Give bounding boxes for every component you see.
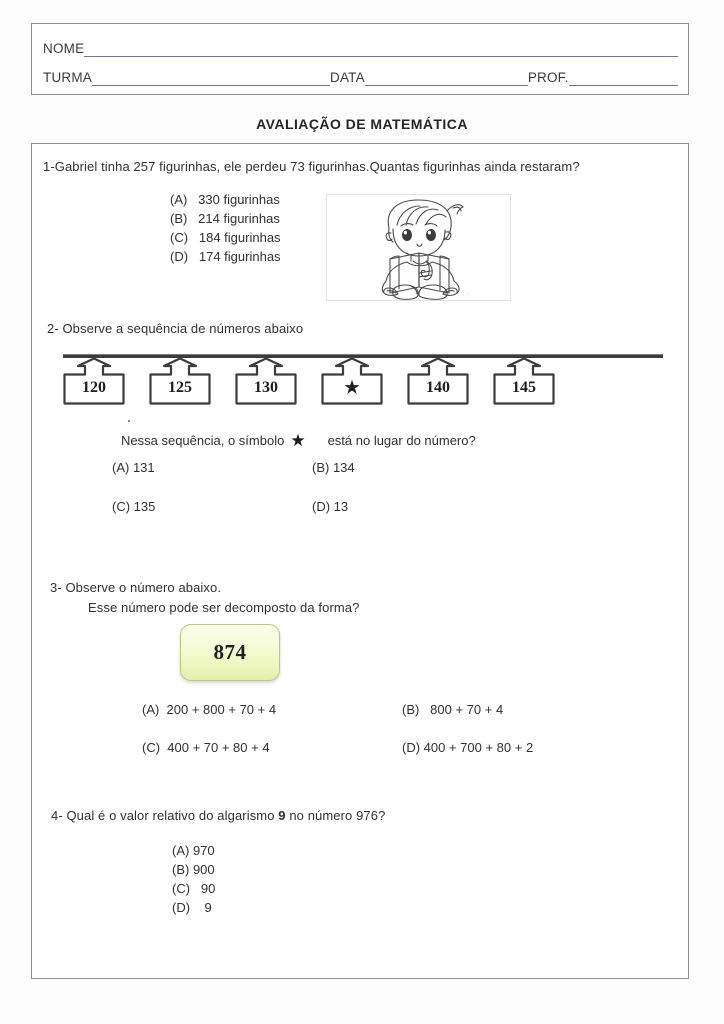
question-1 <box>32 144 688 314</box>
question-1-option-d[interactable]: (D) 174 figurinhas <box>170 249 281 264</box>
stray-ink-dot <box>128 420 130 422</box>
illustration-signature: ~ <box>467 291 470 296</box>
sequence-value-3: 130 <box>254 379 278 396</box>
star-icon: ★ <box>290 431 306 450</box>
sequence-value-6: 145 <box>512 379 536 396</box>
question-2-sub-stem-after: está no lugar do número? <box>327 433 476 448</box>
turma-label: TURMA <box>43 70 92 85</box>
question-2-option-d[interactable]: (D) 13 <box>312 499 349 514</box>
prof-label: PROF. <box>527 70 569 85</box>
sequence-item-3 <box>235 357 297 405</box>
question-3-option-b[interactable]: (B) 800 + 70 + 4 <box>402 702 504 717</box>
question-3-option-d[interactable]: (D) 400 + 700 + 80 + 2 <box>402 740 534 755</box>
boy-reading-book-illustration <box>326 194 511 301</box>
question-4-option-b[interactable]: (B) 900 <box>172 862 215 877</box>
question-4-option-d[interactable]: (D) 9 <box>172 900 212 915</box>
question-4-option-a[interactable]: (A) 970 <box>172 843 215 858</box>
question-2-option-b[interactable]: (B) 134 <box>312 460 355 475</box>
question-3-options-row-2 <box>142 740 662 778</box>
number-card-value: 874 <box>213 640 247 664</box>
question-4-stem-prefix: 4- Qual é o valor relativo do algarismo <box>51 808 279 823</box>
question-1-stem: 1-Gabriel tinha 257 figurinhas, ele perdeu 73 figurinhas.Quantas figurinhas ainda restaram? <box>43 159 580 174</box>
prof-write-line[interactable] <box>569 71 678 86</box>
question-4-stem <box>51 807 385 824</box>
question-2-option-a[interactable]: (A) 131 <box>112 460 155 475</box>
question-1-options <box>170 190 281 266</box>
question-1-option-a[interactable]: (A) 330 figurinhas <box>170 192 280 207</box>
question-3-stem-line-2: Esse número pode ser decomposto da forma? <box>88 600 360 615</box>
question-4-stem-suffix: no número 976? <box>285 808 386 823</box>
sequence-item-6 <box>493 357 555 405</box>
sequence-item-5 <box>407 357 469 405</box>
sequence-value-1: 120 <box>82 379 106 396</box>
nome-row <box>43 35 678 57</box>
question-2-sub-stem-before: Nessa sequência, o símbolo <box>121 433 285 448</box>
question-1-option-b[interactable]: (B) 214 figurinhas <box>170 211 280 226</box>
sequence-item-2 <box>149 357 211 405</box>
question-2-stem: 2- Observe a sequência de números abaixo <box>47 321 304 336</box>
question-3-option-a[interactable]: (A) 200 + 800 + 70 + 4 <box>142 702 277 717</box>
question-4-options <box>172 841 215 917</box>
number-card <box>180 624 280 681</box>
sequence-value-2: 125 <box>168 379 192 396</box>
question-3-option-c[interactable]: (C) 400 + 70 + 80 + 4 <box>142 740 270 755</box>
question-2-options-row-1 <box>112 460 532 499</box>
questions-container <box>31 143 689 979</box>
data-label: DATA <box>330 70 365 85</box>
turma-write-line[interactable] <box>92 71 330 86</box>
student-identification-box <box>31 23 689 95</box>
question-2-option-c[interactable]: (C) 135 <box>112 499 156 514</box>
sequence-value-4-star-icon: ★ <box>344 378 360 397</box>
question-3-options <box>142 702 662 778</box>
sequence-item-4 <box>321 357 383 405</box>
nome-write-line[interactable] <box>84 42 678 57</box>
question-2-options <box>112 460 532 538</box>
question-3-stem-line-1: 3- Observe o número abaixo. <box>50 580 222 595</box>
question-2-sub-stem <box>121 432 476 449</box>
question-2-options-row-2 <box>112 499 532 538</box>
question-1-option-c[interactable]: (C) 184 figurinhas <box>170 230 281 245</box>
sequence-value-5: 140 <box>426 379 450 396</box>
page-title: AVALIAÇÃO DE MATEMÁTICA <box>256 116 468 132</box>
turma-data-prof-row <box>43 64 678 86</box>
sequence-item-1 <box>63 357 125 405</box>
question-4-option-c[interactable]: (C) 90 <box>172 881 216 896</box>
question-4-stem-digit: 9 <box>278 808 286 823</box>
number-sequence-diagram <box>63 350 663 410</box>
question-3-options-row-1 <box>142 702 662 740</box>
nome-label: NOME <box>43 41 85 56</box>
data-write-line[interactable] <box>365 71 528 86</box>
